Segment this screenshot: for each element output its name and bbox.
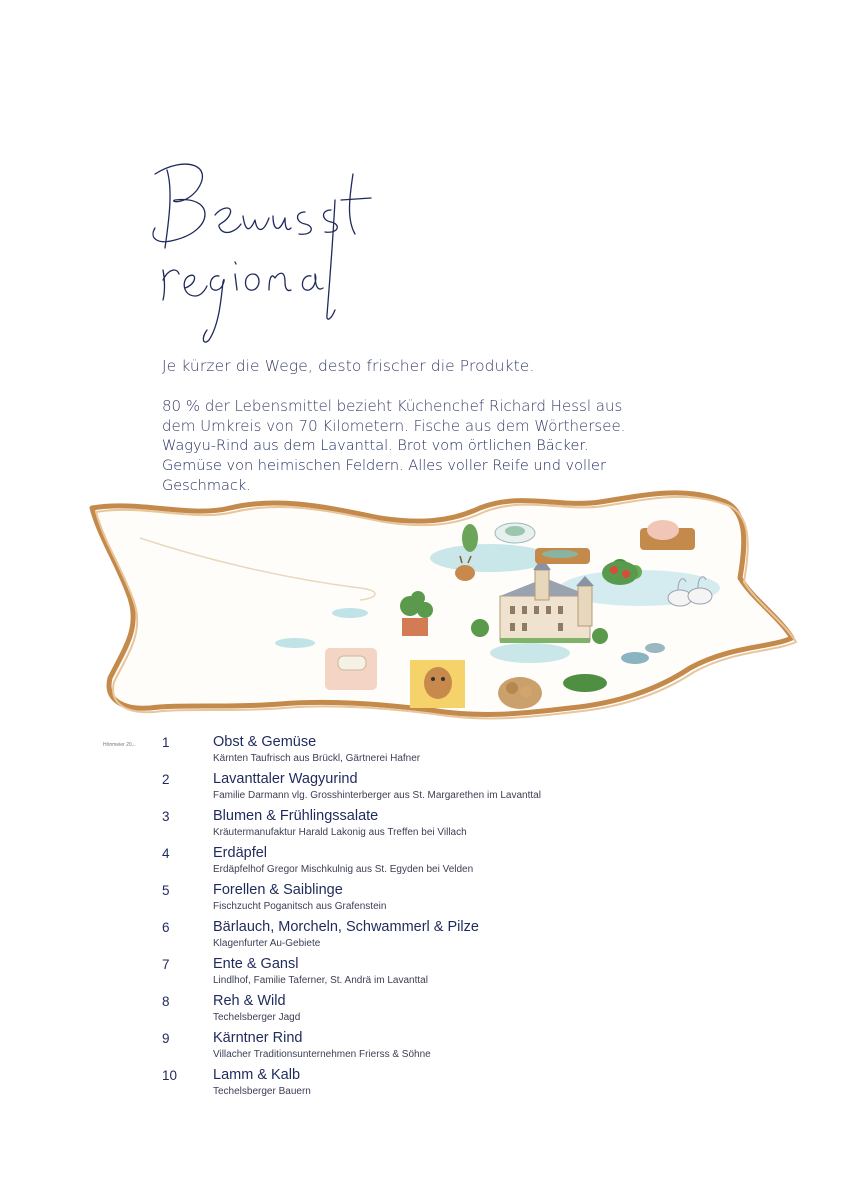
producer-number: 3 xyxy=(162,809,170,824)
producer-source: Kräutermanufaktur Harald Lakonig aus Treffen bei Villach xyxy=(213,827,467,838)
producer-source: Lindlhof, Familie Taferner, St. Andrä im Lavanttal xyxy=(213,975,428,986)
producer-item xyxy=(162,1029,722,1066)
producer-item xyxy=(162,1066,722,1103)
lake-illustration xyxy=(430,544,550,572)
producer-item xyxy=(162,918,722,955)
fish-board-illustration xyxy=(535,548,590,564)
cow-illustration xyxy=(410,660,465,708)
producer-item xyxy=(162,844,722,881)
producer-source: Villacher Traditionsunternehmen Frierss & Söhne xyxy=(213,1049,431,1060)
producer-number: 5 xyxy=(162,883,170,898)
producer-number: 8 xyxy=(162,994,170,1009)
producer-source: Fischzucht Poganitsch aus Grafenstein xyxy=(213,901,387,912)
producer-number: 1 xyxy=(162,735,170,750)
producer-source: Erdäpfelhof Gregor Mischkulnig aus St. Egyden bei Velden xyxy=(213,864,474,875)
producer-category: Blumen & Frühlingssalate xyxy=(213,808,379,824)
producer-item xyxy=(162,881,722,918)
producer-number: 4 xyxy=(162,846,170,861)
tagline: Je kürzer die Wege, desto frischer die Produkte. xyxy=(162,357,535,375)
producer-source: Familie Darmann vlg. Grosshinterberger aus St. Margarethen im Lavanttal xyxy=(213,790,541,801)
producer-number: 9 xyxy=(162,1031,170,1046)
producer-item xyxy=(162,733,722,770)
artist-signature: Hönmeier 20... xyxy=(103,742,136,748)
intro-paragraph-light: 80 % der Lebensmittel bezieht Küchenchef Richard Hessl aus dem Umkreis von 70 Kilometern. Fische aus dem Wörthersee. xyxy=(162,397,626,435)
producer-category: Forellen & Saiblinge xyxy=(213,882,343,898)
producer-number: 7 xyxy=(162,957,170,972)
bread-illustration xyxy=(325,648,377,690)
producer-item xyxy=(162,770,722,807)
producer-source: Techelsberger Bauern xyxy=(213,1086,311,1097)
producer-source: Techelsberger Jagd xyxy=(213,1012,301,1023)
producer-category: Erdäpfel xyxy=(213,845,268,861)
handwritten-title-art xyxy=(145,150,405,350)
producer-source: Kärnten Taufrisch aus Brückl, Gärtnerei Hafner xyxy=(213,753,421,764)
intro-text xyxy=(162,357,632,496)
producer-category: Lavanttaler Wagyurind xyxy=(213,771,358,787)
producer-source: Klagenfurter Au-Gebiete xyxy=(213,938,321,949)
producer-category: Obst & Gemüse xyxy=(213,734,317,750)
producer-item xyxy=(162,955,722,992)
producer-list xyxy=(162,733,722,1103)
producer-category: Kärntner Rind xyxy=(213,1030,303,1046)
producer-number: 6 xyxy=(162,920,170,935)
producer-item xyxy=(162,992,722,1029)
carinthia-illustrated-map xyxy=(80,478,810,738)
producer-number: 10 xyxy=(162,1068,178,1083)
producer-category: Reh & Wild xyxy=(213,993,286,1009)
intro-paragraph-dark: Wagyu-Rind aus dem Lavanttal. Brot vom örtlichen Bäcker. Gemüse von heimischen Feldern. Alles voller Reife und voller Geschmack. xyxy=(162,438,606,494)
plate-illustration xyxy=(495,523,535,543)
producer-category: Lamm & Kalb xyxy=(213,1067,301,1083)
producer-item xyxy=(162,807,722,844)
salad-bowl-illustration xyxy=(602,561,638,585)
herbs-illustration xyxy=(402,618,428,636)
producer-number: 2 xyxy=(162,772,170,787)
producer-category: Bärlauch, Morcheln, Schwammerl & Pilze xyxy=(213,919,479,935)
producer-category: Ente & Gansl xyxy=(213,956,299,972)
potatoes-illustration xyxy=(498,677,542,709)
